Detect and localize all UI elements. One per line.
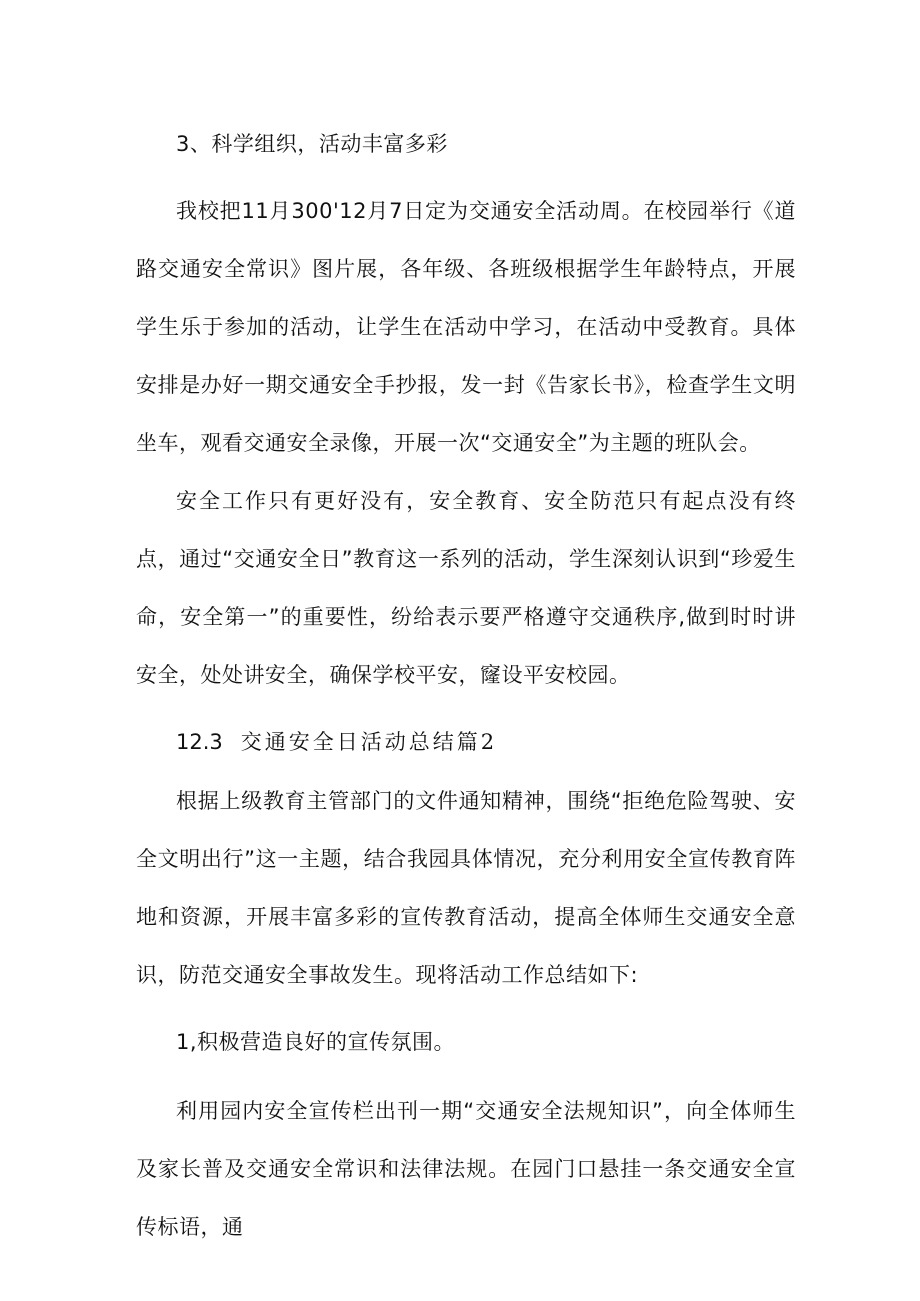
section-number: 12.3: [176, 730, 223, 754]
paragraph-safety-summary: 安全工作只有更好没有，安全教育、安全防范只有起点没有终点，通过“交通安全日”教育这一系列的活动，学生深刻认识到“珍爱生命，安全第一”的重要性，纷给表示要严格遵守交通秩序,做到时时讲安全，处处讲安全，确保学校平安，窿设平安校园。: [136, 489, 796, 687]
paragraph-intro: 根据上级教育主管部门的文件通知精神，围绕“拒绝危险驾驶、安全文明出行”这一主题，结合我园具体情况，充分利用安全宣传教育阵地和资源，开展丰富多彩的宣传教育活动，提高全体师生交通安全意识，防范交通安全事故发生。现将活动工作总结如下:: [136, 789, 796, 987]
subheading-3: 3、科学组织，活动丰富多彩: [176, 132, 448, 156]
paragraph-publicity: 利用园内安全宣传栏出刊一期“交通安全法规知识”，向全体师生及家长普及交通安全常识和法律法规。在园门口悬挂一条交通安全宣传标语，通: [136, 1099, 796, 1239]
paragraph-activity-week: 我校把11月300'12月7日定为交通安全活动周。在校园举行《道路交通安全常识》图片展，各年级、各班级根据学生年龄特点，开展学生乐于参加的活动，让学生在活动中学习，在活动中受教育。具体安排是办好一期交通安全手抄报，发一封《告家长书》，检查学生文明坐车，观看交通安全录像，开展一次“交通安全”为主题的班队会。: [136, 199, 796, 455]
section-title: 交通安全日活动总结篇2: [240, 730, 498, 754]
section-heading: [176, 726, 497, 756]
subheading-1: 1,积极营造良好的宣传氛围。: [176, 1030, 456, 1054]
